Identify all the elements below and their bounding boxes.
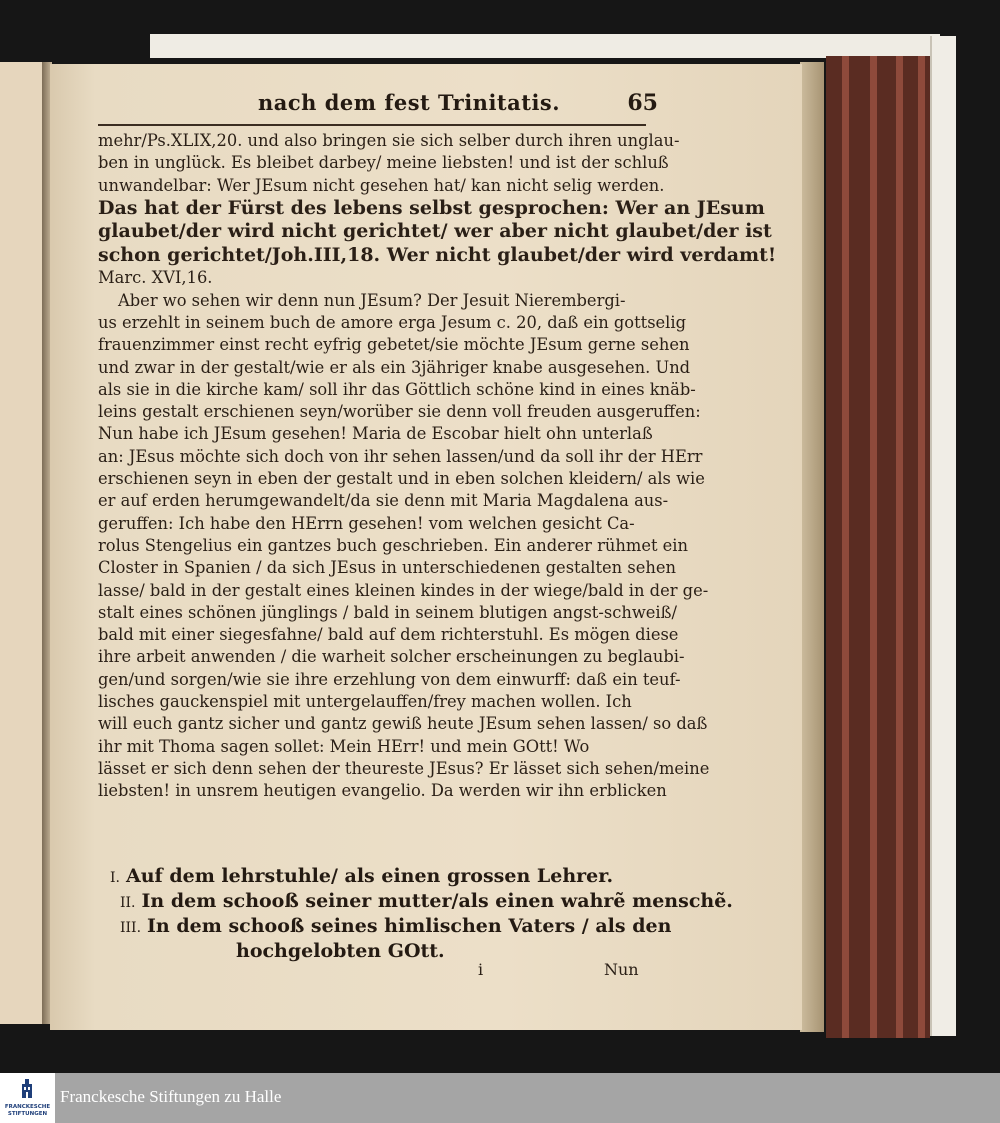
list-item-continuation: hochgelobten GOtt. bbox=[236, 940, 445, 962]
page-edge-stripe bbox=[870, 56, 877, 1038]
text-line: rolus Stengelius ein gantzes buch geschrieben. Ein anderer rühmet ein bbox=[98, 535, 688, 555]
building-icon bbox=[20, 1079, 34, 1099]
text-line: gen/und sorgen/wie sie ihre erzehlung von dem einwurff: daß ein teuf- bbox=[98, 669, 681, 689]
header-rule bbox=[98, 124, 646, 126]
text-line: er auf erden herumgewandelt/da sie denn mit Maria Magdalena aus- bbox=[98, 491, 669, 511]
body-text bbox=[98, 130, 777, 803]
text-line: geruffen: Ich habe den HErrn gesehen! vom welchen gesicht Ca- bbox=[98, 513, 635, 533]
list-number: I. bbox=[110, 870, 120, 886]
text-line: lasse/ bald in der gestalt eines kleinen kindes in der wiege/bald in der ge- bbox=[98, 580, 709, 600]
catchword: Nun bbox=[604, 960, 639, 979]
text-line: bald mit einer siegesfahne/ bald auf dem richterstuhl. Es mögen diese bbox=[98, 625, 679, 645]
text-line: stalt eines schönen jünglings / bald in seinem blutigen angst-schweiß/ bbox=[98, 602, 677, 622]
text-line: erschienen seyn in eben der gestalt und in eben solchen kleidern/ als wie bbox=[98, 469, 705, 489]
text-line: Das hat der Fürst des lebens selbst gesprochen: Wer an JEsum bbox=[98, 196, 765, 219]
institution-name: Franckesche Stiftungen zu Halle bbox=[60, 1087, 282, 1106]
text-line: us erzehlt in seinem buch de amore erga Jesum c. 20, daß ein gottselig bbox=[98, 312, 687, 332]
institution-logo bbox=[0, 1073, 55, 1123]
running-title: nach dem fest Trinitatis. bbox=[258, 90, 561, 115]
text-line: frauenzimmer einst recht eyfrig gebetet/sie möchte JEsum gerne sehen bbox=[98, 335, 690, 355]
page-edge-stripe bbox=[842, 56, 849, 1038]
text-line: ihre arbeit anwenden / die warheit solcher erscheinungen zu beglaubi- bbox=[98, 647, 685, 667]
list-item bbox=[110, 864, 650, 889]
text-line: glaubet/der wird nicht gerichtet/ wer aber nicht glaubet/der ist bbox=[98, 220, 772, 243]
text-line: liebsten! in unsrem heutigen evangelio. Da werden wir ihn erblicken bbox=[98, 781, 667, 801]
list-item bbox=[110, 889, 733, 914]
text-line: ihr mit Thoma sagen sollet: Mein HErr! und mein GOtt! Wo bbox=[98, 736, 590, 756]
text-line: und zwar in der gestalt/wie er als ein 3jähriger knabe ausgesehen. Und bbox=[98, 357, 691, 377]
list-item bbox=[110, 914, 672, 939]
list-item-text: In dem schooß seiner mutter/als einen wahrẽ menschẽ. bbox=[141, 890, 733, 912]
text-line: mehr/Ps.XLIX,20. und also bringen sie sich selber durch ihren unglau- bbox=[98, 131, 680, 150]
text-line: Marc. XVI,16. bbox=[98, 268, 213, 288]
left-page bbox=[0, 62, 46, 1024]
text-line: an: JEsus möchte sich doch von ihr sehen lassen/und da soll ihr der HErr bbox=[98, 446, 703, 466]
text-line: leins gestalt erschienen seyn/worüber sie denn voll freuden ausgeruffen: bbox=[98, 402, 701, 422]
page-block-edges bbox=[826, 56, 930, 1038]
text-line: lässet er sich denn sehen der theureste JEsus? Er lässet sich sehen/meine bbox=[98, 758, 710, 778]
page-edge bbox=[800, 62, 824, 1032]
text-line: lisches gauckenspiel mit untergelauffen/frey machen wollen. Ich bbox=[98, 692, 632, 712]
book-cover-edge bbox=[930, 36, 956, 1036]
page-number: 65 bbox=[627, 90, 658, 116]
list-number: III. bbox=[120, 920, 142, 936]
page-header bbox=[258, 90, 658, 126]
text-line: will euch gantz sicher und gantz gewiß heute JEsum sehen lassen/ so daß bbox=[98, 714, 708, 734]
list-item-text: Auf dem lehrstuhle/ als einen grossen Lehrer. bbox=[125, 865, 614, 887]
logo-text: FRANCKESCHE STIFTUNGEN bbox=[4, 1104, 51, 1117]
page-edge-stripe bbox=[896, 56, 903, 1038]
list-number: II. bbox=[120, 895, 136, 911]
text-line: Aber wo sehen wir denn nun JEsum? Der Jesuit Nierembergi- bbox=[118, 290, 626, 310]
text-line: als sie in die kirche kam/ soll ihr das Göttlich schöne kind in eines knäb- bbox=[98, 379, 696, 399]
text-line: Nun habe ich JEsum gesehen! Maria de Escobar hielt ohn unterlaß bbox=[98, 424, 653, 444]
list-item-text: In dem schooß seines himlischen Vaters / als den bbox=[147, 915, 672, 937]
numbered-list bbox=[110, 864, 733, 964]
text-line: Closter in Spanien / da sich JEsus in unterschiedenen gestalten sehen bbox=[98, 558, 676, 578]
book-cover-top bbox=[150, 34, 940, 58]
signature-mark: i bbox=[478, 960, 484, 979]
text-line: unwandelbar: Wer JEsum nicht gesehen hat/ kan nicht selig werden. bbox=[98, 175, 665, 195]
text-line: ben in unglück. Es bleibet darbey/ meine liebsten! und ist der schluß bbox=[98, 153, 669, 173]
text-line: schon gerichtet/Joh.III,18. Wer nicht glaubet/der wird verdamt! bbox=[98, 243, 777, 266]
page-edge-stripe bbox=[918, 56, 925, 1038]
footer-bar bbox=[0, 1073, 1000, 1123]
